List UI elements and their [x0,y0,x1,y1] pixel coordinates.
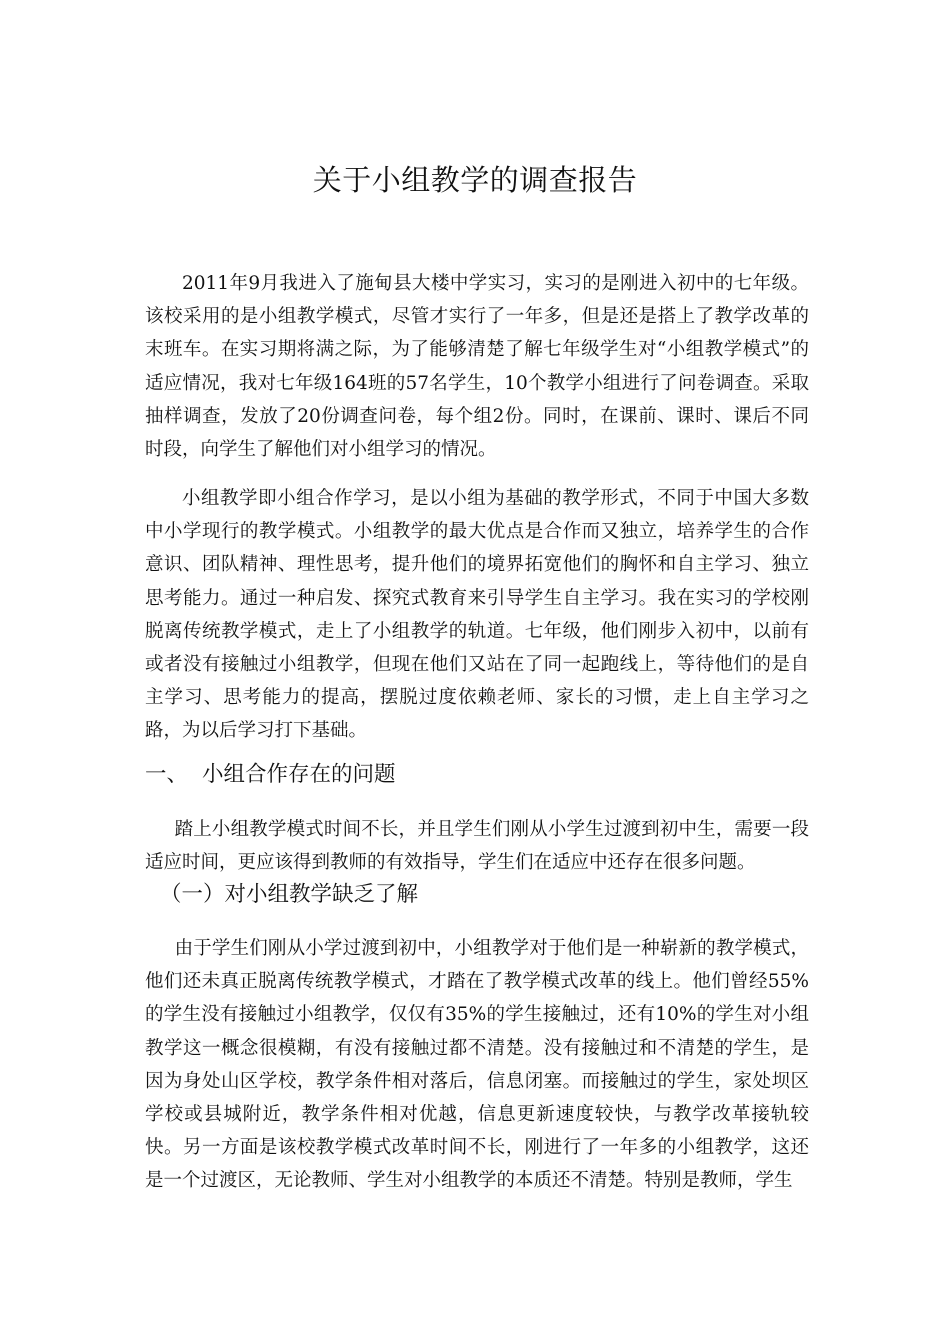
document-title: 关于小组教学的调查报告 [312,163,638,197]
paragraph-lack-of-understanding: 由于学生们刚从小学过渡到初中，小组教学对于他们是一种崭新的教学模式，他们还未真正脱离传统教学模式，才踏在了教学模式改革的线上。他们曾经55%的学生没有接触过小组教学，仅仅有35%的学生接触过，还有10%的学生对小组教学这一概念很模糊，有没有接触过都不清楚。没有接触过和不清楚的学生，是因为身处山区学校，教学条件相对落后，信息闭塞。而接触过的学生，家处坝区学校或县城附近，教学条件相对优越，信息更新速度较快，与教学改革接轨较快。另一方面是该校教学模式改革时间不长，刚进行了一年多的小组教学，这还是一个过渡区，无论教师、学生对小组教学的本质还不清楚。特别是教师，学生 [145,938,809,1192]
section-heading-1 [145,759,396,791]
section-number: 一、 [145,762,189,787]
paragraph-intro: 2011年9月我进入了施甸县大楼中学实习，实习的是刚进入初中的七年级。该校采用的是小组教学模式，尽管才实行了一年多，但是还是搭上了教学改革的末班车。在实习期将满之际，为了能够清楚了解七年级学生对“小组教学模式”的适应情况，我对七年级164班的57名学生，10个教学小组进行了问卷调查。采取抽样调查，发放了20份调查问卷，每个组2份。同时，在课前、课时、课后不同时段，向学生了解他们对小组学习的情况。 [145,273,809,461]
paragraph-definition: 小组教学即小组合作学习，是以小组为基础的教学形式，不同于中国大多数中小学现行的教学模式。小组教学的最大优点是合作而又独立，培养学生的合作意识、团队精神、理性思考，提升他们的境界拓宽他们的胸怀和自主学习、独立思考能力。通过一种启发、探究式教育来引导学生自主学习。我在实习的学校刚脱离传统教学模式，走上了小组教学的轨道。七年级，他们刚步入初中，以前有或者没有接触过小组教学，但现在他们又站在了同一起跑线上，等待他们的是自主学习、思考能力的提高，摆脱过度依赖老师、家长的习惯，走上自主学习之路，为以后学习打下基础。 [145,488,809,742]
section-title: 小组合作存在的问题 [202,762,396,787]
paragraph-problems-intro: 踏上小组教学模式时间不长，并且学生们刚从小学生过渡到初中生，需要一段适应时间，更应该得到教师的有效指导，学生们在适应中还存在很多问题。 [145,819,809,874]
subsection-heading-1: （一）对小组教学缺乏了解 [160,882,419,907]
